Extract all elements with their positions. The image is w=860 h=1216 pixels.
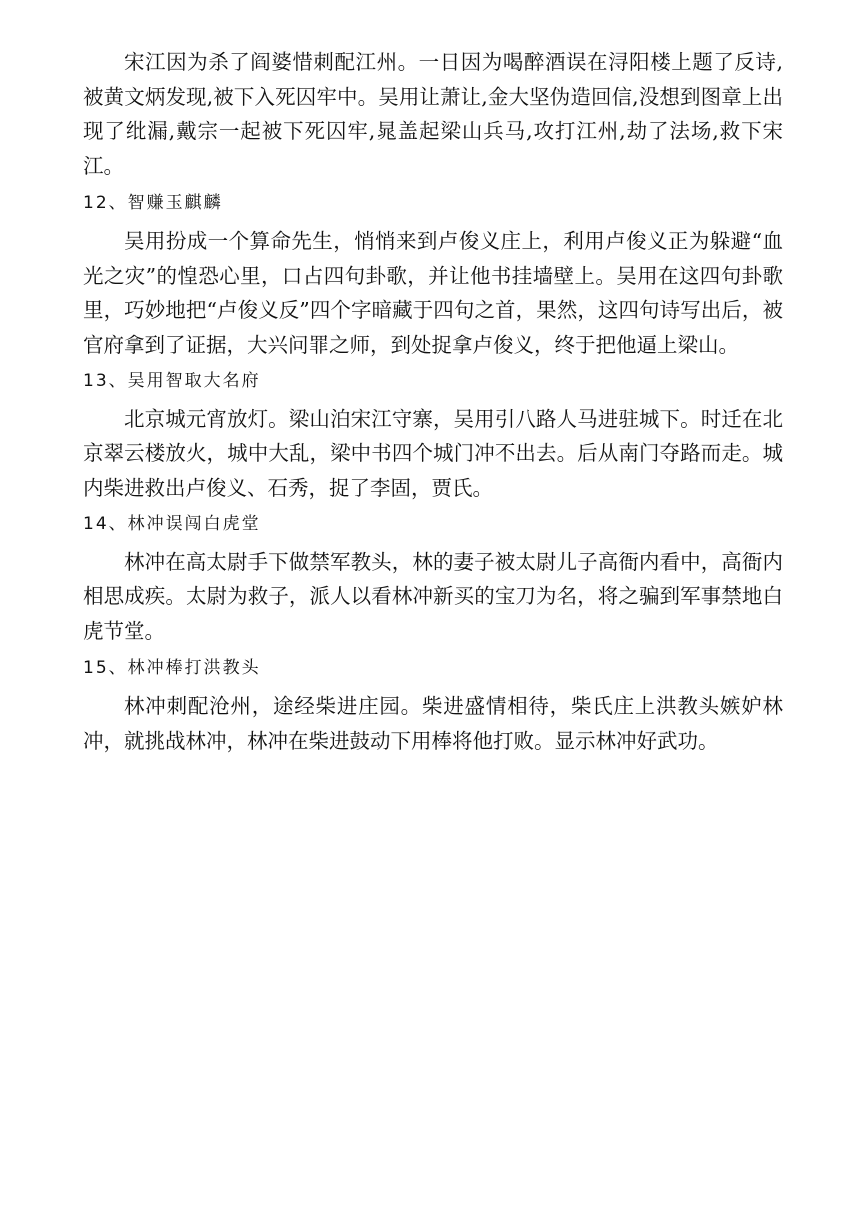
section-heading-15: 15、林冲棒打洪教头 xyxy=(83,657,261,678)
section-heading-13: 13、吴用智取大名府 xyxy=(83,370,261,391)
section-heading-12: 12、智赚玉麒麟 xyxy=(83,192,223,213)
document-page xyxy=(83,45,783,758)
paragraph-12: 吴用扮成一个算命先生，悄悄来到卢俊义庄上，利用卢俊义正为躲避“血光之灾”的惶恐心里，口占四句卦歌，并让他书挂墙壁上。吴用在这四句卦歌里，巧妙地把“卢俊义反”四个字暗藏于四句之首，果然，这四句诗写出后，被官府拿到了证据，大兴问罪之师，到处捉拿卢俊义，终于把他逼上梁山。 xyxy=(83,228,783,357)
section-heading-14: 14、林冲误闯白虎堂 xyxy=(83,513,261,534)
paragraph-song-jiang: 宋江因为杀了阎婆惜刺配江州。一日因为喝醉酒误在浔阳楼上题了反诗,被黄文炳发现,被下入死囚牢中。吴用让萧让,金大坚伪造回信,没想到图章上出现了纰漏,戴宗一起被下死囚牢,晁盖起梁山兵马,攻打江州,劫了法场,救下宋江。 xyxy=(83,50,783,179)
paragraph-13: 北京城元宵放灯。梁山泊宋江守寨，吴用引八路人马进驻城下。时迁在北京翠云楼放火，城中大乱，梁中书四个城门冲不出去。后从南门夺路而走。城内柴进救出卢俊义、石秀，捉了李固，贾氏。 xyxy=(83,406,783,501)
paragraph-14: 林冲在高太尉手下做禁军教头，林的妻子被太尉儿子高衙内看中，高衙内相思成疾。太尉为救子，派人以看林冲新买的宝刀为名，将之骗到军事禁地白虎节堂。 xyxy=(83,549,783,644)
paragraph-15: 林冲刺配沧州，途经柴进庄园。柴进盛情相待，柴氏庄上洪教头嫉妒林冲，就挑战林冲，林冲在柴进鼓动下用棒将他打败。显示林冲好武功。 xyxy=(83,693,783,753)
